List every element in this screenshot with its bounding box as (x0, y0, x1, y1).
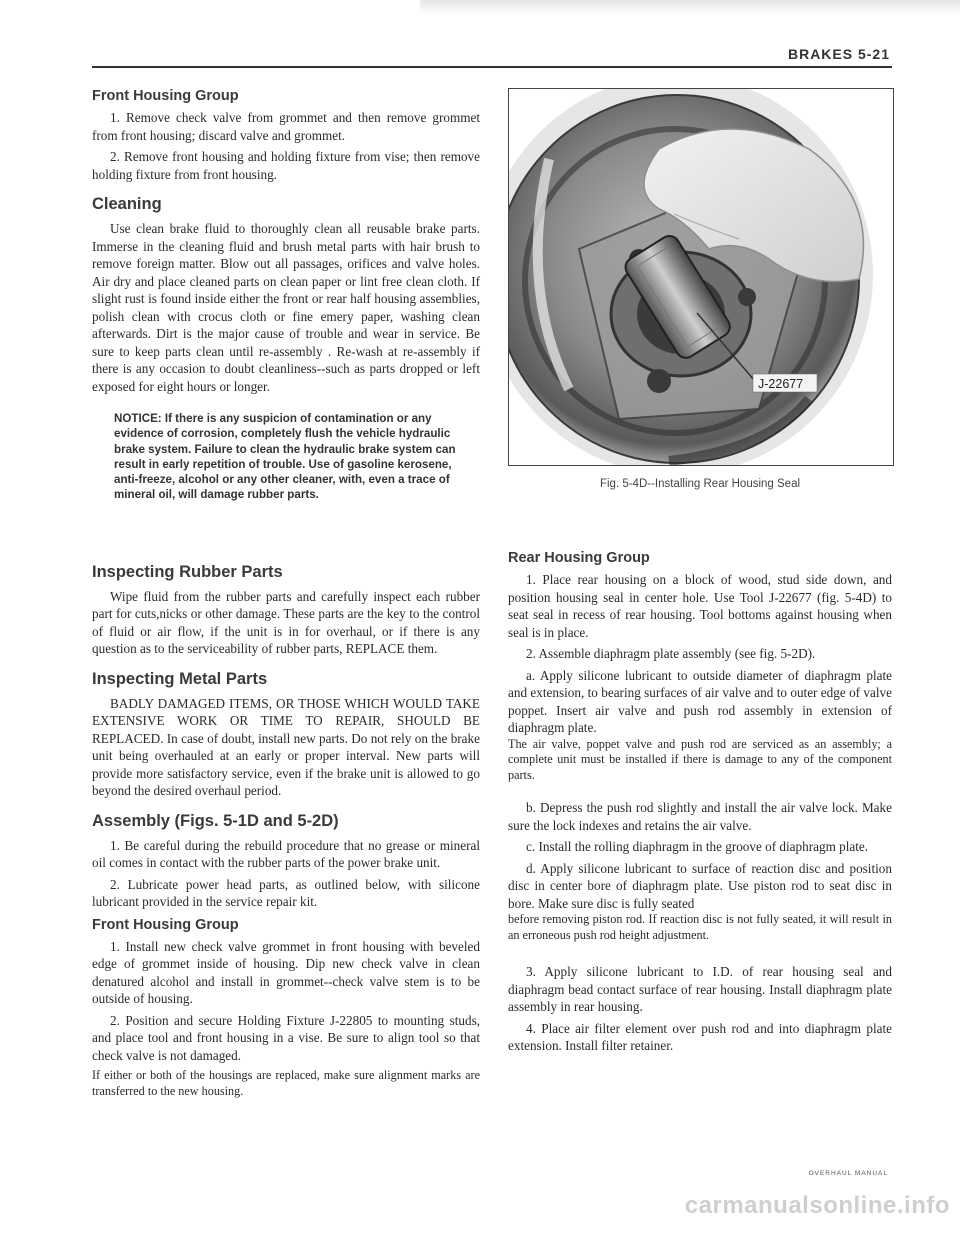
section-heading: Front Housing Group (92, 916, 239, 933)
watermark: carmanualsonline.info (684, 1192, 950, 1219)
paragraph: Wipe fluid from the rubber parts and carefully inspect each rubber part for cuts,nicks or other damage. These parts are the key to the control of fluid or air flow, if the unit is in for overhaul, or if there is any question as to the serviceability of rubber parts, REPLACE them. (92, 588, 480, 657)
paragraph: BADLY DAMAGED ITEMS, OR THOSE WHICH WOULD TAKE EXTENSIVE WORK OR TIME TO REPAIR, SHOULD BE REPLACED. In case of doubt, install new parts. Do not rely on the brake unit being overhauled at an early or proper interval. New parts will provide more satisfactory service, even if the brake unit is allowed to go beyond the desired overhaul period. (92, 695, 480, 799)
paragraph: 2. Position and secure Holding Fixture J-22805 to mounting studs, and place tool and front housing in a vise. Be sure to align tool so that check valve is not damaged. (92, 1012, 480, 1063)
note-paragraph: The air valve, poppet valve and push rod are serviced as an assembly; a complete unit must be installed if there is damage to any of the component parts. (508, 736, 892, 782)
figure-caption: Fig. 5-4D--Installing Rear Housing Seal (599, 478, 801, 490)
paragraph: 1. Install new check valve grommet in front housing with beveled edge of grommet inside of housing. Dip new check valve in clean denatured alcohol and install in grommet--check valve stem is to be outside of housing. (92, 938, 480, 1007)
note-paragraph: If either or both of the housings are replaced, make sure alignment marks are transferred to the new housing. (92, 1068, 480, 1098)
assembly-section (92, 812, 480, 911)
front-housing-group-disassembly (92, 88, 480, 183)
paragraph: 4. Place air filter element over push rod and into diaphragm plate extension. Install filter retainer. (508, 1020, 892, 1053)
paragraph: d. Apply silicone lubricant to surface of reaction disc and position disc in center bore of diaphragm plate. Use piston rod to seat disc in bore. Make sure disc is fully seated (508, 860, 892, 911)
paragraph: c. Install the rolling diaphragm in the groove of diaphragm plate. (526, 839, 869, 854)
notice-block: NOTICE: If there is any suspicion of contamination or any evidence of corrosion, completely flush the vehicle hydraulic brake system. Failure to clean the hydraulic brake system can result in early repetition of trouble. Use of gasoline kerosene, anti-freeze, alcohol or any other cleaner, with, even a trace of mineral oil, will damage rubber parts. (114, 412, 456, 502)
running-head: BRAKES 5-21 (787, 46, 890, 62)
section-heading: Rear Housing Group (508, 550, 650, 566)
cleaning-section (92, 195, 480, 395)
paragraph: 2. Assemble diaphragm plate assembly (see fig. 5-2D). (526, 646, 816, 661)
brake-booster-photo-illustration (509, 89, 893, 465)
paragraph: 2. Remove front housing and holding fixture from vise; then remove holding fixture from front housing. (92, 149, 480, 182)
front-housing-group-assembly (92, 917, 480, 1100)
left-column (92, 88, 480, 1105)
inspecting-metal-parts-section (92, 670, 480, 800)
figure-installing-rear-housing-seal (508, 88, 894, 466)
tool-callout-label: J-22677 (758, 377, 804, 391)
paragraph: 3. Apply silicone lubricant to I.D. of rear housing seal and diaphragm bead contact surface of rear housing. Install diaphragm plate assembly in rear housing. (508, 964, 892, 1014)
right-column (508, 88, 892, 1059)
note-paragraph: before removing piston rod. If reaction disc is not fully seated, it will result in an erroneous push rod height adjustment. (508, 912, 892, 942)
paragraph: 1. Place rear housing on a block of wood, stud side down, and position housing seal in center hole. Use Tool J-22677 (fig. 5-4D) to seat seal in recess of rear housing. Tool bottoms against housing when seal is in place. (508, 572, 892, 640)
inspecting-rubber-parts-section (92, 563, 480, 658)
section-heading: Front Housing Group (92, 88, 239, 104)
scan-shading (420, 0, 960, 14)
section-heading: Inspecting Metal Parts (92, 669, 268, 688)
header-rule (92, 66, 892, 68)
paragraph: Use clean brake fluid to thoroughly clean all reusable brake parts. Immerse in the cleaning fluid and brush metal parts with hair brush to remove foreign matter. Blow out all passages, orifices and valve holes. Air dry and place cleaned parts on clean paper or lint free clean cloth. If slight rust is found inside either the front or rear half housing assemblies, polish clean with crocus cloth or fine emery paper, washing clean afterwards. Dirt is the major cause of trouble and wear in service. Be sure to keep parts clean until re-assembly . Re-wash at re-assembly if there is any occasion to doubt cleanliness--such as parts dropped or left exposed for eight hours or longer. (92, 221, 480, 394)
rear-housing-group-section (508, 550, 892, 1055)
section-heading: Cleaning (92, 195, 162, 213)
paragraph: b. Depress the push rod slightly and install the air valve lock. Make sure the lock indexes and retains the air valve. (508, 800, 892, 833)
footer-label: OVERHAUL MANUAL (808, 1170, 888, 1177)
section-heading: Assembly (Figs. 5-1D and 5-2D) (92, 811, 339, 830)
paragraph: a. Apply silicone lubricant to outside diameter of diaphragm plate and extension, to bearing surfaces of air valve and to outer edge of valve poppet. Insert air valve and push rod assembly in extension of diaphragm plate. (508, 667, 892, 735)
paragraph: 1. Remove check valve from grommet and then remove grommet from front housing; discard valve and grommet. (92, 110, 480, 143)
paragraph: 2. Lubricate power head parts, as outlined below, with silicone lubricant provided in the service repair kit. (92, 876, 480, 910)
section-heading: Inspecting Rubber Parts (92, 562, 283, 581)
paragraph: 1. Be careful during the rebuild procedure that no grease or mineral oil comes in contact with the rubber parts of the power brake unit. (92, 837, 480, 871)
